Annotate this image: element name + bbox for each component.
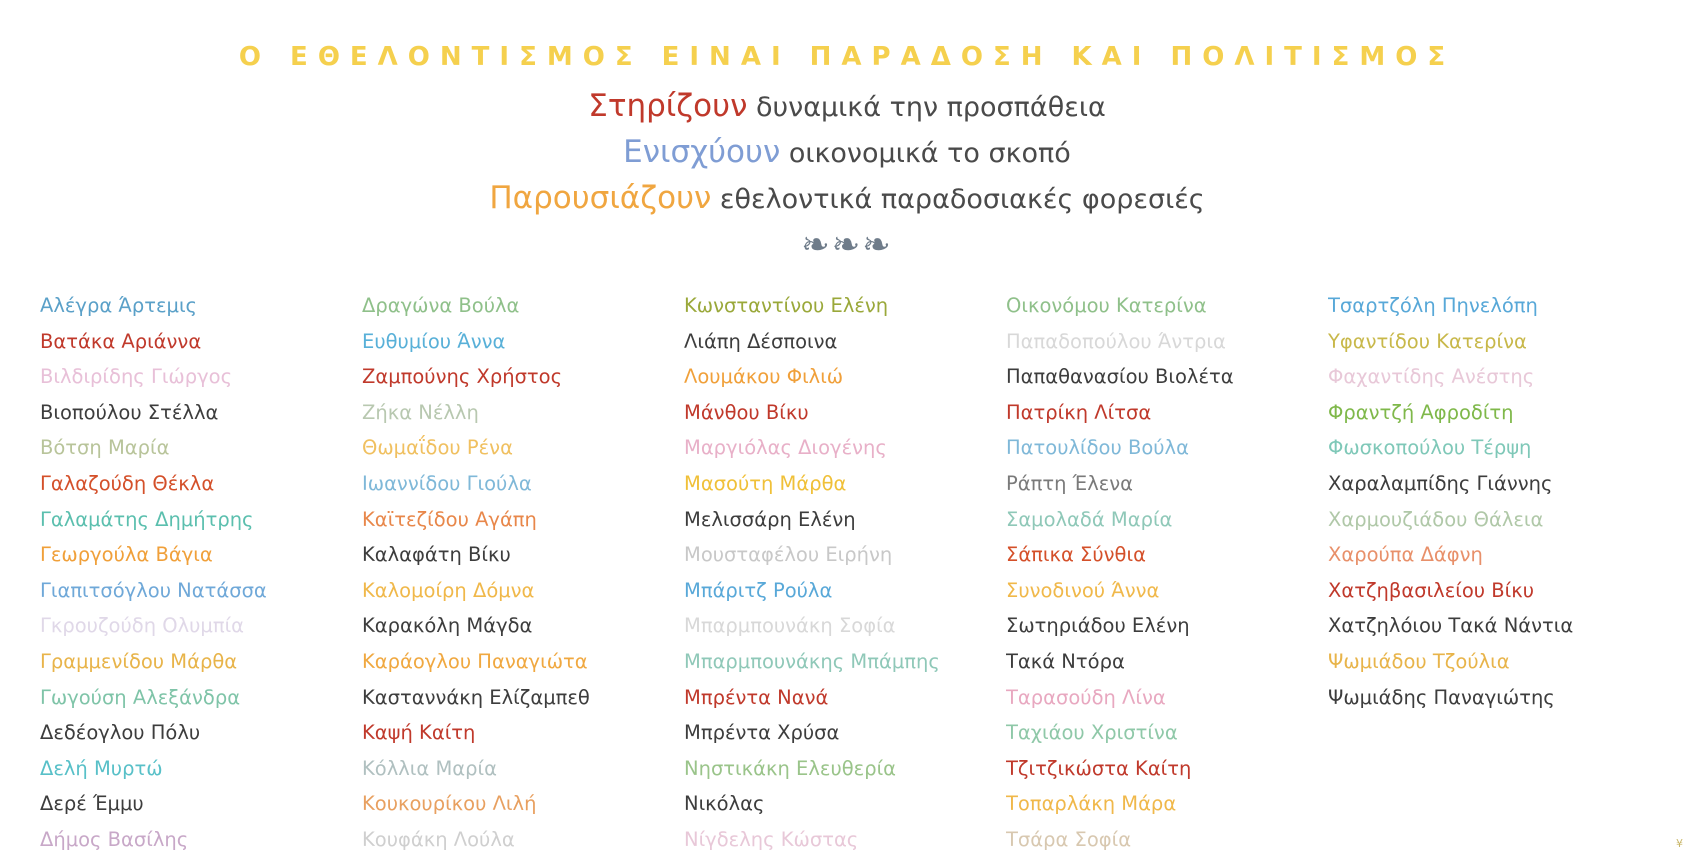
supporter-name: Ράπτη Έλενα xyxy=(1006,471,1134,495)
supporters-name-columns xyxy=(40,288,1654,858)
supporter-name: Δελή Μυρτώ xyxy=(40,756,163,780)
supporter-name: Μουσταφέλου Ειρήνη xyxy=(684,543,893,567)
supporter-name: Τακά Ντόρα xyxy=(1006,649,1125,673)
supporter-name: Νίγδελης Κώστας xyxy=(684,827,859,851)
supporter-name: Γωγούση Αλεξάνδρα xyxy=(40,685,241,709)
supporter-name: Γκρουζούδη Ολυμπία xyxy=(40,614,245,638)
supporter-name: Μπαρμπουνάκη Σοφία xyxy=(684,614,896,638)
supporter-name: Καψή Καίτη xyxy=(362,721,476,745)
supporter-name: Δεδέογλου Πόλυ xyxy=(40,721,201,745)
supporter-name: Σωτηριάδου Ελένη xyxy=(1006,614,1190,638)
supporter-name: Αλέγρα Άρτεμις xyxy=(40,294,197,317)
supporter-name: Κωνσταντίνου Ελένη xyxy=(684,294,889,317)
supporter-name: Ζαμπούνης Χρήστος xyxy=(362,365,563,389)
supporter-name: Χαραλαμπίδης Γιάννης xyxy=(1328,471,1553,495)
supporter-name: Καράογλου Παναγιώτα xyxy=(362,649,588,673)
name-column-5 xyxy=(1328,288,1650,858)
supporter-name: Μπρέντα Νανά xyxy=(684,685,829,709)
ornament-divider: ❧❧❧ xyxy=(801,225,893,265)
supporter-name: Φαχαντίδης Ανέστης xyxy=(1328,365,1535,389)
supporter-name: Συνοδινού Άννα xyxy=(1006,578,1160,602)
supporter-name: Βότση Μαρία xyxy=(40,436,170,460)
supporter-name: Κόλλια Μαρία xyxy=(362,756,497,780)
supporter-name: Γαλαζούδη Θέκλα xyxy=(40,471,215,495)
supporter-name: Θωμαΐδου Ρένα xyxy=(362,436,513,460)
supporter-name: Ευθυμίου Άννα xyxy=(362,329,506,353)
supporter-name: Μασούτη Μάρθα xyxy=(684,471,847,495)
slogan-text: οικονομικά το σκοπό xyxy=(780,138,1071,169)
supporter-name: Βιλδιρίδης Γιώργος xyxy=(40,365,233,389)
slogan-text: δυναμικά την προσπάθεια xyxy=(747,92,1106,123)
supporter-name: Γιαπιτσόγλου Νατάσσα xyxy=(40,578,267,602)
slogan-line-3 xyxy=(0,176,1694,222)
supporter-name: Κουκουρίκου Λιλή xyxy=(362,792,537,816)
supporter-name: Βιοπούλου Στέλλα xyxy=(40,400,219,424)
supporter-name: Καλομοίρη Δόμνα xyxy=(362,578,535,602)
supporter-name: Καρακόλη Μάγδα xyxy=(362,614,533,638)
supporter-name: Μελισσάρη Ελένη xyxy=(684,507,856,531)
supporter-name: Πατουλίδου Βούλα xyxy=(1006,436,1189,460)
supporter-name: Μπάριτζ Ρούλα xyxy=(684,578,833,602)
supporter-name: Ψωμιάδου Τζούλια xyxy=(1328,649,1510,673)
slogan-verb: Στηρίζουν xyxy=(588,88,748,124)
supporter-name: Καϊτεζίδου Αγάπη xyxy=(362,507,537,531)
page-banner-title: Ο ΕΘΕΛΟΝΤΙΣΜΟΣ ΕΙΝΑΙ ΠΑΡΑΔΟΣΗ ΚΑΙ ΠΟΛΙΤΙΣΜΟΣ xyxy=(238,42,1456,72)
corner-mark: ¥ xyxy=(1676,837,1683,850)
supporter-name: Ψωμιάδης Παναγιώτης xyxy=(1328,685,1555,709)
supporter-name: Ζήκα Νέλλη xyxy=(362,400,479,424)
name-column-1 xyxy=(40,288,362,858)
supporter-name: Δραγώνα Βούλα xyxy=(362,294,520,317)
supporter-name: Λιάπη Δέσποινα xyxy=(684,329,838,353)
supporter-name: Γεωργούλα Βάγια xyxy=(40,543,213,567)
name-column-2 xyxy=(362,288,684,858)
supporter-name: Χατζηβασιλείου Βίκυ xyxy=(1328,578,1535,602)
supporter-name: Χαρούπα Δάφνη xyxy=(1328,543,1483,567)
supporter-name: Ταρασούδη Λίνα xyxy=(1006,685,1166,709)
supporter-name: Τζιτζικώστα Καίτη xyxy=(1006,756,1192,780)
supporter-name: Δερέ Έμμυ xyxy=(40,792,144,816)
supporter-name: Σαμολαδά Μαρία xyxy=(1006,507,1173,531)
supporter-name: Λουμάκου Φιλιώ xyxy=(684,365,844,389)
supporter-name: Γαλαμάτης Δημήτρης xyxy=(40,507,254,531)
supporter-name: Γραμμενίδου Μάρθα xyxy=(40,649,238,673)
supporter-name: Φραντζή Αφροδίτη xyxy=(1328,400,1514,424)
supporter-name: Ιωαννίδου Γιούλα xyxy=(362,471,532,495)
supporter-name: Νηστικάκη Ελευθερία xyxy=(684,756,897,780)
slogan-verb: Ενισχύουν xyxy=(623,134,781,170)
supporter-name: Κουφάκη Λούλα xyxy=(362,827,515,851)
supporter-name: Τοπαρλάκη Μάρα xyxy=(1006,792,1177,816)
supporter-name: Οικονόμου Κατερίνα xyxy=(1006,294,1207,317)
supporter-name: Μαργιόλας Διογένης xyxy=(684,436,887,460)
supporter-name: Ταχιάου Χριστίνα xyxy=(1006,721,1178,745)
slogan-text: εθελοντικά παραδοσιακές φορεσιές xyxy=(711,184,1205,215)
slogan-line-1 xyxy=(0,84,1694,130)
supporter-name: Νικόλας xyxy=(684,792,765,816)
slogan-verb: Παρουσιάζουν xyxy=(489,180,712,216)
supporter-name: Τσάρα Σοφία xyxy=(1006,827,1132,851)
supporter-name: Χατζηλόιου Τακά Νάντια xyxy=(1328,614,1574,638)
supporter-name: Κασταννάκη Ελίζαμπεθ xyxy=(362,685,590,709)
slogan-line-2 xyxy=(0,130,1694,176)
supporter-name: Σάπικα Σύνθια xyxy=(1006,543,1146,567)
supporter-name: Πατρίκη Λίτσα xyxy=(1006,400,1152,424)
supporter-name: Μπαρμπουνάκης Μπάμπης xyxy=(684,649,940,673)
supporter-name: Χαρμουζιάδου Θάλεια xyxy=(1328,507,1544,531)
supporter-name: Μπρέντα Χρύσα xyxy=(684,721,840,745)
supporter-name: Υφαντίδου Κατερίνα xyxy=(1328,329,1527,353)
supporter-name: Μάνθου Βίκυ xyxy=(684,400,809,424)
supporter-name: Καλαφάτη Βίκυ xyxy=(362,543,511,567)
name-column-4 xyxy=(1006,288,1328,858)
supporter-name: Βατάκα Αριάννα xyxy=(40,329,202,353)
supporter-name: Τσαρτζόλη Πηνελόπη xyxy=(1328,294,1538,317)
supporter-name: Δήμος Βασίλης xyxy=(40,827,189,851)
supporter-name: Παπαθανασίου Βιολέτα xyxy=(1006,365,1234,389)
name-column-3 xyxy=(684,288,1006,858)
supporter-name: Φωσκοπούλου Τέρψη xyxy=(1328,436,1532,460)
slogan-block xyxy=(0,84,1694,222)
supporter-name: Παπαδοπούλου Άντρια xyxy=(1006,329,1226,353)
